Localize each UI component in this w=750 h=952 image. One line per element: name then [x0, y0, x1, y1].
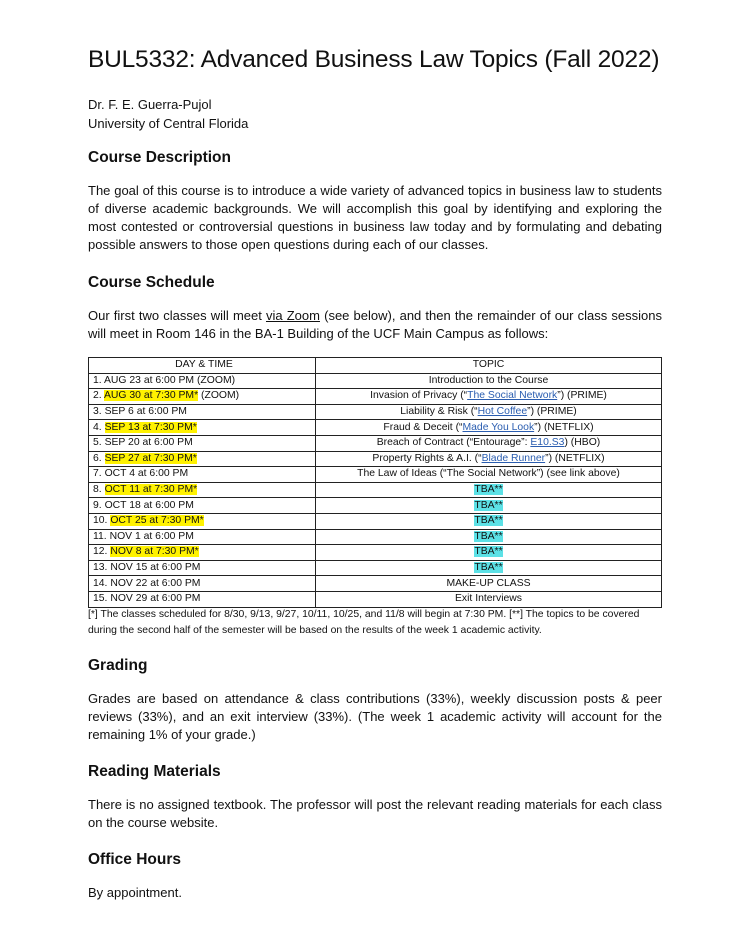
schedule-row [89, 560, 662, 576]
document-title: BUL5332: Advanced Business Law Topics (Fall 2022) [88, 46, 660, 73]
office-hours-text: By appointment. [88, 885, 182, 900]
row-day-time [89, 529, 316, 545]
schedule-row [89, 389, 662, 405]
row-number: 3. [93, 406, 105, 418]
schedule-table [88, 357, 662, 608]
row-date: NOV 29 at 6:00 PM [110, 593, 201, 605]
schedule-row [89, 467, 662, 483]
topic-text-post: ”) (PRIME) [527, 406, 577, 418]
row-number: 11. [93, 530, 110, 542]
row-date-suffix: (ZOOM) [198, 390, 240, 402]
topic-text: Introduction to the Course [428, 374, 549, 386]
row-day-time [89, 420, 316, 436]
topic-text: TBA** [474, 515, 503, 527]
row-day-time [89, 451, 316, 467]
schedule-row [89, 420, 662, 436]
topic-text: TBA** [474, 546, 503, 558]
row-topic [316, 576, 662, 592]
topic-text: Breach of Contract (“Entourage”: [376, 437, 531, 449]
row-day-time [89, 545, 316, 561]
row-date: NOV 22 at 6:00 PM [110, 577, 201, 589]
schedule-row [89, 545, 662, 561]
row-day-time [89, 389, 316, 405]
intro-text-cont: (see below), and then the remainder of our class sessions will meet in Room 146 in the BA-1 Building of the UCF Main Campus as follows: [88, 308, 662, 341]
topic-text: MAKE-UP CLASS [446, 577, 531, 589]
topic-text: TBA** [474, 562, 503, 574]
topic-link[interactable]: Made You Look [462, 421, 535, 433]
course-schedule-intro [88, 307, 662, 343]
row-day-time [89, 498, 316, 514]
topic-text: TBA** [474, 484, 503, 496]
topic-text-post: ”) (PRIME) [557, 390, 607, 402]
row-date: NOV 8 at 7:30 PM* [110, 546, 199, 558]
row-topic [316, 435, 662, 451]
header-day-time: DAY & TIME [89, 358, 316, 374]
row-topic [316, 404, 662, 420]
schedule-row [89, 513, 662, 529]
row-day-time [89, 560, 316, 576]
schedule-row [89, 591, 662, 607]
row-day-time [89, 435, 316, 451]
row-topic [316, 591, 662, 607]
row-topic [316, 451, 662, 467]
schedule-row [89, 576, 662, 592]
schedule-row [89, 529, 662, 545]
topic-text: Fraud & Deceit (“ [383, 421, 463, 433]
topic-text: Exit Interviews [455, 593, 522, 605]
row-date: NOV 1 at 6:00 PM [109, 530, 194, 542]
topic-text-post: ) (HBO) [564, 437, 601, 449]
row-date: SEP 27 at 7:30 PM* [104, 452, 197, 464]
row-date: SEP 6 at 6:00 PM [104, 406, 187, 418]
topic-text-post: ”) (NETFLIX) [534, 421, 594, 433]
topic-text: TBA** [474, 530, 503, 542]
row-topic [316, 389, 662, 405]
row-date: SEP 13 at 7:30 PM* [104, 421, 197, 433]
topic-text: Liability & Risk (“ [400, 406, 478, 418]
schedule-row [89, 435, 662, 451]
topic-link[interactable]: Blade Runner [481, 452, 546, 464]
author-block [88, 95, 248, 133]
topic-text: Property Rights & A.I. (“ [372, 452, 482, 464]
row-number: 10. [93, 515, 111, 527]
topic-text: The Law of Ideas (“The Social Network”) (see link above) [357, 468, 620, 480]
row-number: 8. [93, 484, 105, 496]
topic-link[interactable]: Hot Coffee [477, 406, 528, 418]
row-date: OCT 4 at 6:00 PM [104, 468, 189, 480]
schedule-row [89, 482, 662, 498]
reading-materials-text: There is no assigned textbook. The professor will post the relevant reading materials for each class on the course website. [88, 797, 662, 830]
row-day-time [89, 404, 316, 420]
row-number: 4. [93, 421, 105, 433]
header-topic: TOPIC [316, 358, 662, 374]
row-day-time [89, 373, 316, 389]
row-date: OCT 18 at 6:00 PM [104, 499, 194, 511]
via-zoom-link[interactable]: via Zoom [265, 308, 320, 323]
row-date: OCT 11 at 7:30 PM* [104, 484, 198, 496]
row-topic [316, 498, 662, 514]
row-number: 13. [93, 562, 111, 574]
row-day-time [89, 482, 316, 498]
row-topic [316, 373, 662, 389]
course-schedule-heading: Course Schedule [88, 274, 215, 291]
row-number: 2. [93, 390, 104, 402]
reading-materials-heading: Reading Materials [88, 763, 221, 780]
intro-text: Our first two classes will meet [88, 308, 266, 323]
schedule-header-row [89, 358, 662, 374]
row-day-time [89, 576, 316, 592]
schedule-row [89, 404, 662, 420]
grading-heading: Grading [88, 657, 148, 674]
topic-link[interactable]: E10.S3 [530, 437, 565, 449]
row-date: OCT 25 at 7:30 PM* [110, 515, 204, 527]
row-day-time [89, 591, 316, 607]
institution: University of Central Florida [88, 116, 249, 131]
schedule-row [89, 373, 662, 389]
schedule-row [89, 498, 662, 514]
row-day-time [89, 467, 316, 483]
row-topic [316, 513, 662, 529]
row-number: 9. [93, 499, 105, 511]
row-topic [316, 467, 662, 483]
topic-text-post: ”) (NETFLIX) [545, 452, 605, 464]
row-number: 14. [93, 577, 111, 589]
row-number: 15. [93, 593, 111, 605]
row-date: AUG 30 at 7:30 PM* [103, 390, 199, 402]
topic-text: TBA** [474, 499, 503, 511]
row-topic [316, 545, 662, 561]
schedule-footnote: [*] The classes scheduled for 8/30, 9/13, 9/27, 10/11, 10/25, and 11/8 will begin at 7:30 PM. [**] The topics to be covered during the second half of the semester will be based on the results of the week 1 academic activity. [88, 609, 640, 636]
course-description-text: The goal of this course is to introduce a wide variety of advanced topics in business law to students of diverse academic backgrounds. We will accomplish this goal by identifying and exploring the most contested or controversial questions in business law today and by formulating and debating possible answers to those open questions during each of our classes. [88, 183, 662, 252]
row-topic [316, 420, 662, 436]
topic-link[interactable]: The Social Network [467, 390, 558, 402]
row-date: NOV 15 at 6:00 PM [110, 562, 201, 574]
schedule-row [89, 451, 662, 467]
row-topic [316, 529, 662, 545]
topic-text: Invasion of Privacy (“ [370, 390, 468, 402]
row-number: 6. [93, 452, 105, 464]
row-number: 7. [93, 468, 105, 480]
row-topic [316, 560, 662, 576]
office-hours-heading: Office Hours [88, 851, 182, 868]
row-date: SEP 20 at 6:00 PM [104, 437, 193, 449]
grading-text: Grades are based on attendance & class contributions (33%), weekly discussion posts & peer reviews (33%), and an exit interview (33%). (The week 1 academic activity will account for the remaining 1% of your grade.) [88, 691, 662, 742]
course-description-heading: Course Description [88, 149, 231, 166]
row-day-time [89, 513, 316, 529]
author-name: Dr. F. E. Guerra-Pujol [88, 97, 212, 112]
row-number: 5. [93, 437, 105, 449]
row-number: 1. [93, 374, 104, 386]
row-topic [316, 482, 662, 498]
row-date: AUG 23 at 6:00 PM (ZOOM) [103, 374, 236, 386]
row-number: 12. [93, 546, 111, 558]
